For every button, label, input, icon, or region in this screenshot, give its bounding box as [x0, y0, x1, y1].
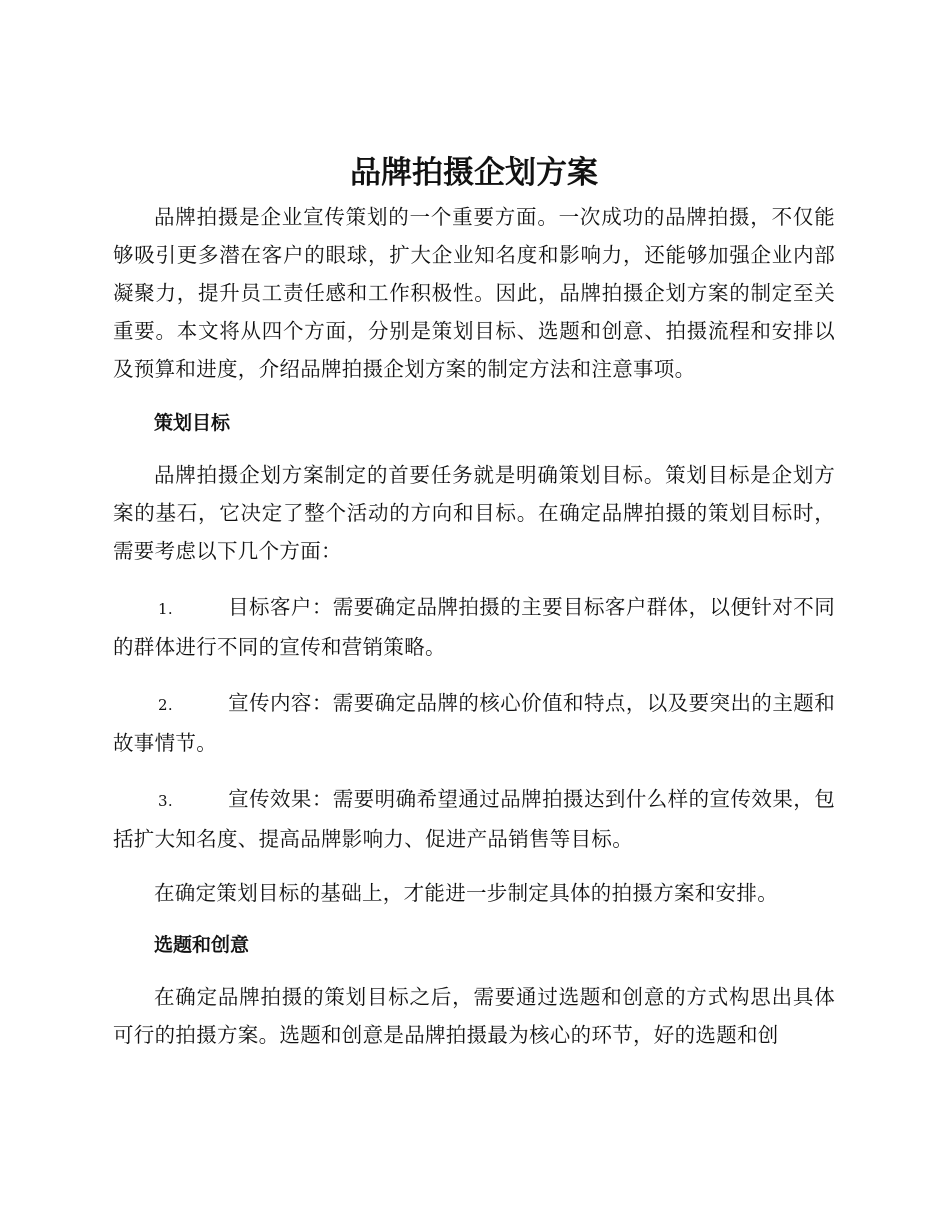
list-item-text: 目标客户：需要确定品牌拍摄的主要目标客户群体，以便针对不同的群体进行不同的宣传和营销策略。 [113, 595, 835, 659]
list-item [113, 588, 835, 666]
topics-paragraph: 在确定品牌拍摄的策划目标之后，需要通过选题和创意的方式构思出具体可行的拍摄方案。选题和创意是品牌拍摄最为核心的环节，好的选题和创 [113, 985, 835, 1047]
spacer [113, 858, 835, 874]
spacer [113, 962, 835, 978]
document-title: 品牌拍摄企划方案 [350, 155, 598, 191]
intro-paragraph: 品牌拍摄是企业宣传策划的一个重要方面。一次成功的品牌拍摄，不仅能够吸引更多潜在客户的眼球，扩大企业知名度和影响力，还能够加强企业内部凝聚力，提升员工责任感和工作积极性。因此，品牌拍摄企划方案的制定至关重要。本文将从四个方面，分别是策划目标、选题和创意、拍摄流程和安排以及预算和进度，介绍品牌拍摄企划方案的制定方法和注意事项。 [113, 205, 835, 381]
spacer [113, 388, 835, 406]
section-heading-topics: 选题和创意 [154, 934, 250, 956]
spacer [113, 666, 835, 684]
list-item-text: 宣传内容：需要确定品牌的核心价值和特点，以及要突出的主题和故事情节。 [113, 691, 835, 755]
section-heading-goals: 策划目标 [154, 412, 231, 434]
spacer [113, 912, 835, 928]
goals-paragraph: 品牌拍摄企划方案制定的首要任务就是明确策划目标。策划目标是企划方案的基石，它决定了整个活动的方向和目标。在确定品牌拍摄的策划目标时，需要考虑以下几个方面： [113, 463, 835, 563]
goals-closing-paragraph: 在确定策划目标的基础上，才能进一步制定具体的拍摄方案和安排。 [154, 881, 778, 905]
list-number: 1. [158, 600, 173, 618]
document-page [113, 148, 835, 1054]
list-number: 2. [158, 696, 173, 714]
spacer [113, 762, 835, 780]
list-number: 3. [158, 792, 173, 810]
spacer [113, 440, 835, 456]
list-item [113, 684, 835, 762]
list-item-text: 宣传效果：需要明确希望通过品牌拍摄达到什么样的宣传效果，包括扩大知名度、提高品牌影响力、促进产品销售等目标。 [113, 787, 835, 851]
list-item [113, 780, 835, 858]
spacer [113, 570, 835, 588]
